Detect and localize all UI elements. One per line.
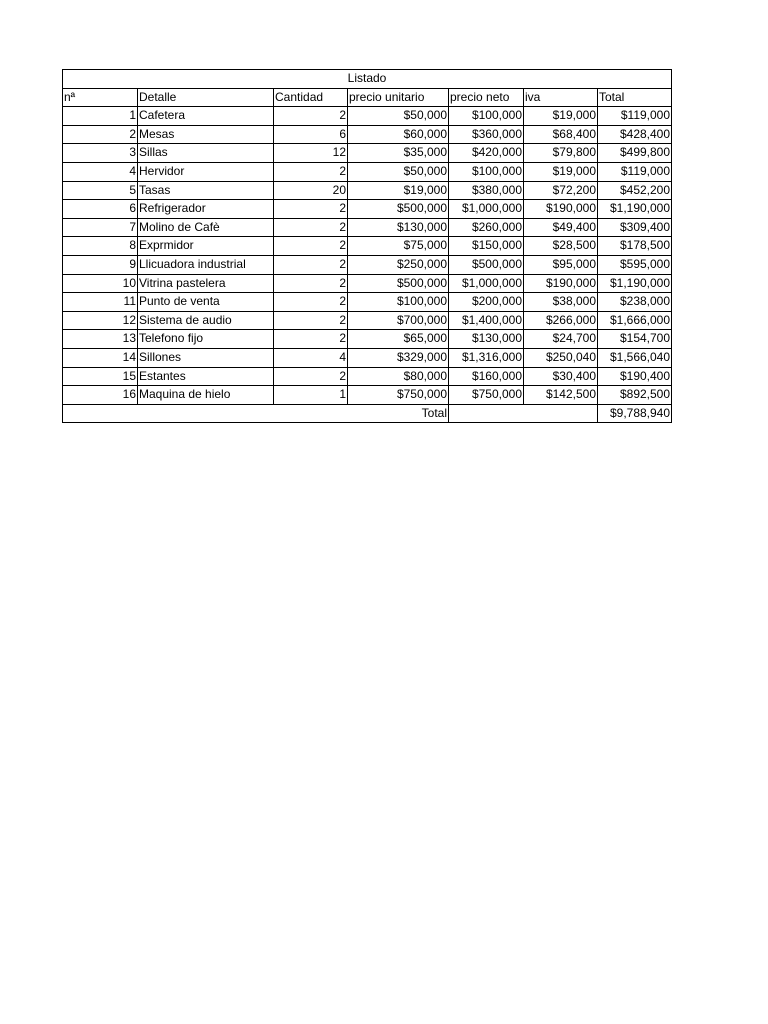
cell-num: 12 (63, 311, 138, 330)
cell-detalle: Hervidor (138, 162, 274, 181)
cell-num: 16 (63, 386, 138, 405)
table-row (63, 181, 672, 200)
cell-precio-unitario: $130,000 (348, 218, 449, 237)
cell-precio-unitario: $500,000 (348, 274, 449, 293)
cell-cantidad: 2 (274, 200, 348, 219)
cell-num: 13 (63, 330, 138, 349)
cell-precio-unitario: $329,000 (348, 348, 449, 367)
cell-total: $178,500 (598, 237, 672, 256)
cell-iva: $49,400 (524, 218, 598, 237)
table-row (63, 255, 672, 274)
cell-precio-unitario: $700,000 (348, 311, 449, 330)
table-row (63, 293, 672, 312)
table-row (63, 200, 672, 219)
listado-table (62, 69, 672, 423)
cell-precio-neto: $750,000 (449, 386, 524, 405)
cell-precio-unitario: $750,000 (348, 386, 449, 405)
title-row (63, 70, 672, 89)
cell-precio-unitario: $50,000 (348, 162, 449, 181)
cell-num: 7 (63, 218, 138, 237)
cell-iva: $142,500 (524, 386, 598, 405)
cell-iva: $30,400 (524, 367, 598, 386)
header-precio-unitario: precio unitario (348, 88, 449, 107)
cell-iva: $266,000 (524, 311, 598, 330)
cell-iva: $28,500 (524, 237, 598, 256)
cell-precio-unitario: $50,000 (348, 107, 449, 126)
cell-precio-unitario: $500,000 (348, 200, 449, 219)
table-row (63, 237, 672, 256)
cell-precio-unitario: $80,000 (348, 367, 449, 386)
cell-total: $892,500 (598, 386, 672, 405)
cell-iva: $72,200 (524, 181, 598, 200)
cell-total: $309,400 (598, 218, 672, 237)
cell-total: $1,666,000 (598, 311, 672, 330)
table-row (63, 311, 672, 330)
cell-cantidad: 2 (274, 274, 348, 293)
cell-num: 14 (63, 348, 138, 367)
cell-cantidad: 20 (274, 181, 348, 200)
cell-iva: $19,000 (524, 107, 598, 126)
header-iva: iva (524, 88, 598, 107)
cell-num: 1 (63, 107, 138, 126)
cell-detalle: Vitrina pastelera (138, 274, 274, 293)
cell-total: $428,400 (598, 125, 672, 144)
table-row (63, 274, 672, 293)
cell-precio-neto: $150,000 (449, 237, 524, 256)
cell-cantidad: 2 (274, 162, 348, 181)
table-row (63, 218, 672, 237)
cell-detalle: Estantes (138, 367, 274, 386)
table-row (63, 144, 672, 163)
cell-total: $119,000 (598, 162, 672, 181)
cell-iva: $190,000 (524, 274, 598, 293)
cell-num: 9 (63, 255, 138, 274)
cell-total: $595,000 (598, 255, 672, 274)
cell-num: 6 (63, 200, 138, 219)
table-row (63, 330, 672, 349)
cell-cantidad: 2 (274, 237, 348, 256)
cell-num: 15 (63, 367, 138, 386)
footer-empty-cell (449, 404, 598, 423)
cell-num: 2 (63, 125, 138, 144)
cell-cantidad: 2 (274, 293, 348, 312)
table-row (63, 162, 672, 181)
grand-total: $9,788,940 (598, 404, 672, 423)
cell-detalle: Punto de venta (138, 293, 274, 312)
cell-detalle: Maquina de hielo (138, 386, 274, 405)
table-row (63, 107, 672, 126)
cell-precio-neto: $1,400,000 (449, 311, 524, 330)
cell-total: $119,000 (598, 107, 672, 126)
cell-num: 8 (63, 237, 138, 256)
cell-precio-neto: $130,000 (449, 330, 524, 349)
cell-detalle: Molino de Cafè (138, 218, 274, 237)
cell-cantidad: 4 (274, 348, 348, 367)
cell-precio-unitario: $19,000 (348, 181, 449, 200)
cell-num: 10 (63, 274, 138, 293)
cell-num: 5 (63, 181, 138, 200)
cell-iva: $68,400 (524, 125, 598, 144)
header-num: nª (63, 88, 138, 107)
cell-detalle: Refrigerador (138, 200, 274, 219)
cell-precio-unitario: $65,000 (348, 330, 449, 349)
cell-detalle: Llicuadora industrial (138, 255, 274, 274)
cell-cantidad: 2 (274, 218, 348, 237)
cell-detalle: Sistema de audio (138, 311, 274, 330)
cell-precio-neto: $200,000 (449, 293, 524, 312)
cell-cantidad: 6 (274, 125, 348, 144)
cell-iva: $250,040 (524, 348, 598, 367)
cell-precio-unitario: $60,000 (348, 125, 449, 144)
cell-precio-unitario: $35,000 (348, 144, 449, 163)
table-row (63, 125, 672, 144)
cell-cantidad: 1 (274, 386, 348, 405)
cell-num: 3 (63, 144, 138, 163)
cell-total: $190,400 (598, 367, 672, 386)
cell-detalle: Telefono fijo (138, 330, 274, 349)
cell-iva: $95,000 (524, 255, 598, 274)
cell-total: $452,200 (598, 181, 672, 200)
header-cantidad: Cantidad (274, 88, 348, 107)
footer-total-label: Total (63, 404, 449, 423)
table-title: Listado (63, 70, 672, 89)
header-precio-neto: precio neto (449, 88, 524, 107)
cell-precio-neto: $100,000 (449, 162, 524, 181)
cell-total: $1,190,000 (598, 274, 672, 293)
cell-total: $1,566,040 (598, 348, 672, 367)
cell-detalle: Sillones (138, 348, 274, 367)
table-row (63, 386, 672, 405)
cell-iva: $190,000 (524, 200, 598, 219)
cell-iva: $38,000 (524, 293, 598, 312)
cell-precio-neto: $160,000 (449, 367, 524, 386)
cell-total: $154,700 (598, 330, 672, 349)
cell-precio-unitario: $75,000 (348, 237, 449, 256)
cell-precio-neto: $380,000 (449, 181, 524, 200)
cell-iva: $79,800 (524, 144, 598, 163)
cell-total: $1,190,000 (598, 200, 672, 219)
cell-cantidad: 2 (274, 107, 348, 126)
cell-precio-neto: $1,000,000 (449, 200, 524, 219)
cell-precio-unitario: $100,000 (348, 293, 449, 312)
cell-detalle: Mesas (138, 125, 274, 144)
cell-total: $238,000 (598, 293, 672, 312)
cell-cantidad: 2 (274, 255, 348, 274)
cell-cantidad: 12 (274, 144, 348, 163)
cell-precio-neto: $360,000 (449, 125, 524, 144)
cell-precio-neto: $420,000 (449, 144, 524, 163)
table-row (63, 367, 672, 386)
cell-cantidad: 2 (274, 311, 348, 330)
cell-cantidad: 2 (274, 367, 348, 386)
cell-precio-neto: $500,000 (449, 255, 524, 274)
listado-sheet (62, 69, 671, 423)
header-row (63, 88, 672, 107)
cell-precio-neto: $260,000 (449, 218, 524, 237)
cell-cantidad: 2 (274, 330, 348, 349)
cell-precio-neto: $100,000 (449, 107, 524, 126)
cell-detalle: Sillas (138, 144, 274, 163)
header-detalle: Detalle (138, 88, 274, 107)
header-total: Total (598, 88, 672, 107)
cell-detalle: Exprmidor (138, 237, 274, 256)
footer-row (63, 404, 672, 423)
cell-iva: $19,000 (524, 162, 598, 181)
table-row (63, 348, 672, 367)
cell-total: $499,800 (598, 144, 672, 163)
cell-num: 4 (63, 162, 138, 181)
cell-detalle: Cafetera (138, 107, 274, 126)
cell-precio-unitario: $250,000 (348, 255, 449, 274)
cell-detalle: Tasas (138, 181, 274, 200)
cell-precio-neto: $1,316,000 (449, 348, 524, 367)
cell-iva: $24,700 (524, 330, 598, 349)
cell-precio-neto: $1,000,000 (449, 274, 524, 293)
cell-num: 11 (63, 293, 138, 312)
